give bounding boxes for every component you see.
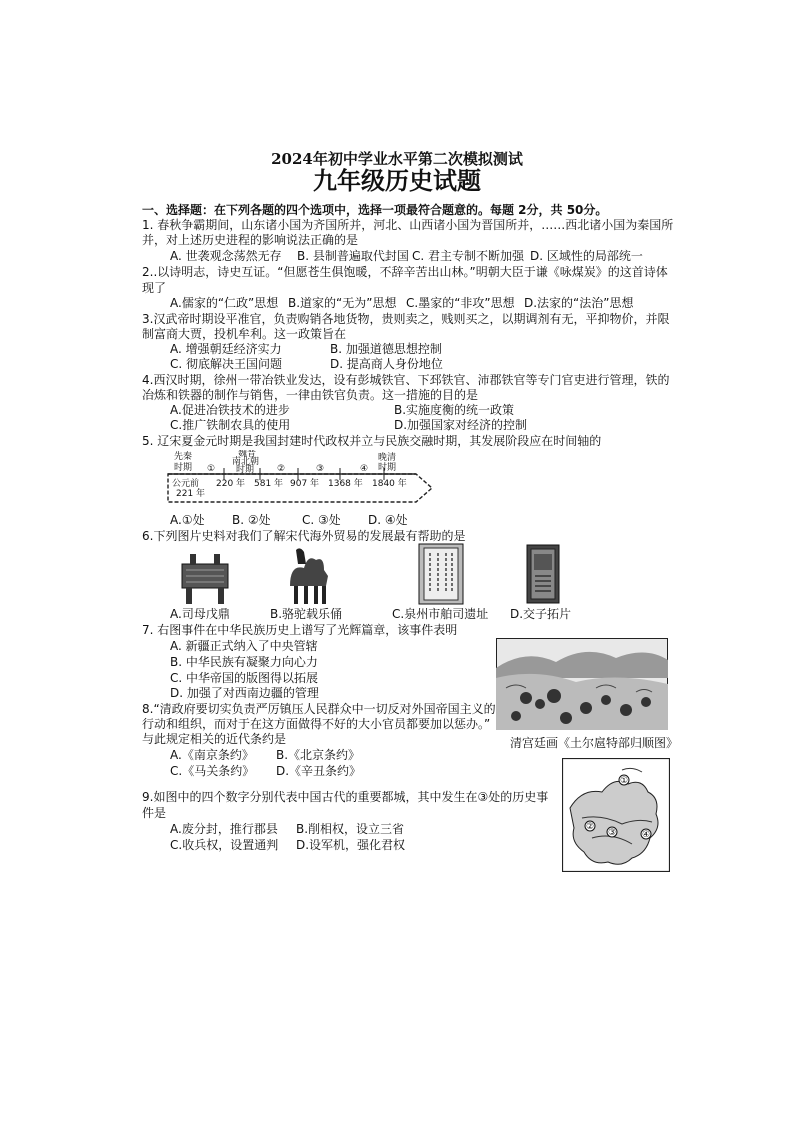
- map-label-3: ③: [608, 828, 617, 838]
- q1-stem-line2: 并，对上述历史进程的影响说法正确的是: [142, 233, 359, 247]
- q5-option-c[interactable]: C. ③处: [302, 513, 341, 527]
- jiaozi-rubbing-image: [526, 544, 560, 604]
- q7-option-a[interactable]: A. 新疆正式纳入了中央管辖: [170, 639, 318, 653]
- q8-stem-line2: 行动和组织，而对于在这方面做得不好的大小官员都要加以惩办。”: [142, 717, 491, 731]
- map-label-4: ④: [642, 830, 651, 840]
- q1-option-d[interactable]: D. 区域性的局部统一: [530, 249, 643, 263]
- timeline-mark-1: ①: [207, 464, 216, 474]
- q2-stem-line2: 现了: [142, 281, 167, 295]
- timeline-bc-label: 公元前: [172, 479, 200, 489]
- q7-option-d[interactable]: D. 加强了对西南边疆的管理: [170, 686, 319, 700]
- q9-stem-line1: 9.如图中的四个数字分别代表中国古代的重要都城，其中发生在③处的历史事: [142, 790, 549, 804]
- timeline-year-1368: 1368 年: [328, 479, 363, 489]
- q3-stem-line1: 3.汉武帝时期设平准官，负责购销各地货物，贵则卖之，贱则买之，以期调剂有无，平抑物价，并限: [142, 312, 670, 326]
- q4-stem-line1: 4.西汉时期，徐州一带冶铁业发达，设有彭城铁官、下邳铁官、沛郡铁官等专门官吏进行管理，铁的: [142, 373, 670, 387]
- q1-stem-line1: 1. 春秋争霸期间，山东诸小国为齐国所并，河北、山西诸小国为晋国所并，……西北诸小国为秦国所: [142, 218, 674, 232]
- q3-option-b[interactable]: B. 加强道德思想控制: [330, 342, 442, 356]
- timeline-label-period: 时期: [236, 465, 255, 475]
- timeline-year-220: 220 年: [216, 479, 246, 489]
- shibosi-site-image: [418, 543, 464, 605]
- timeline-label-pre-qin-2: 时期: [174, 463, 193, 473]
- q7-option-b[interactable]: B. 中华民族有凝聚力向心力: [170, 655, 318, 669]
- timeline-bc-year: 221 年: [176, 489, 206, 499]
- q1-option-a[interactable]: A. 世袭观念荡然无存: [170, 249, 282, 263]
- q9-option-d[interactable]: D.设军机，强化君权: [296, 838, 406, 852]
- q2-option-b[interactable]: B.道家的“无为”思想: [288, 296, 397, 310]
- q9-option-a[interactable]: A.废分封，推行郡县: [170, 822, 278, 836]
- map-label-1: ①: [620, 776, 629, 786]
- q9-option-b[interactable]: B.削相权，设立三省: [296, 822, 405, 836]
- timeline-label-late-qing: 晚清: [378, 453, 397, 463]
- q8-option-c[interactable]: C.《马关条约》: [170, 764, 255, 778]
- ancient-capitals-map: [562, 758, 670, 872]
- timeline-label-pre-qin: 先秦: [174, 452, 193, 462]
- q5-option-b[interactable]: B. ②处: [232, 513, 271, 527]
- q8-stem-line3: 与此规定相关的近代条约是: [142, 732, 287, 746]
- q2-option-a[interactable]: A.儒家的“仁政”思想: [170, 296, 279, 310]
- q6-option-a[interactable]: A.司母戊鼎: [170, 607, 230, 621]
- q2-option-d[interactable]: D.法家的“法治”思想: [524, 296, 634, 310]
- q7-stem: 7. 右图事件在中华民族历史上谱写了光辉篇章，该事件表明: [142, 623, 458, 637]
- q4-option-c[interactable]: C.推广铁制农具的使用: [170, 418, 291, 432]
- q4-option-b[interactable]: B.实施度衡的统一政策: [394, 403, 515, 417]
- q3-option-d[interactable]: D. 提高商人身份地位: [330, 357, 443, 371]
- q7-option-c[interactable]: C. 中华帝国的版图得以拓展: [170, 671, 319, 685]
- q6-stem: 6.下列图片史料对我们了解宋代海外贸易的发展最有帮助的是: [142, 529, 466, 543]
- timeline-label-nanbeichao: 南北朝: [232, 457, 260, 467]
- q4-option-d[interactable]: D.加强国家对经济的控制: [394, 418, 528, 432]
- timeline-mark-2: ②: [277, 464, 286, 474]
- q3-option-a[interactable]: A. 增强朝廷经济实力: [170, 342, 282, 356]
- q3-stem-line2: 制富商大贾，投机牟利。这一政策旨在: [142, 327, 347, 341]
- q9-option-c[interactable]: C.收兵权，设置通判: [170, 838, 279, 852]
- exam-title: 九年级历史试题: [313, 166, 481, 195]
- q5-option-d[interactable]: D. ④处: [368, 513, 408, 527]
- q1-option-c[interactable]: C. 君主专制不断加强: [412, 249, 525, 263]
- timeline-label-late-qing-2: 时期: [378, 463, 397, 473]
- q6-option-b[interactable]: B.骆驼载乐俑: [270, 607, 343, 621]
- q3-option-c[interactable]: C. 彻底解决王国问题: [170, 357, 283, 371]
- torghut-painting-image: [496, 638, 668, 730]
- q6-option-d[interactable]: D.交子拓片: [510, 607, 572, 621]
- q5-option-a[interactable]: A.①处: [170, 513, 205, 527]
- timeline-year-581: 581 年: [254, 479, 284, 489]
- q6-option-c[interactable]: C.泉州市舶司遗址: [392, 607, 489, 621]
- q1-option-b[interactable]: B. 县制普遍取代封国: [297, 249, 409, 263]
- camel-figurine-image: [284, 546, 334, 606]
- timeline-mark-4: ④: [360, 464, 369, 474]
- timeline-year-907: 907 年: [290, 479, 320, 489]
- q8-option-d[interactable]: D.《辛丑条约》: [276, 764, 362, 778]
- q2-option-c[interactable]: C.墨家的“非攻”思想: [406, 296, 515, 310]
- q8-option-b[interactable]: B.《北京条约》: [276, 748, 361, 762]
- q4-stem-line2: 冶炼和铁器的制作与销售，一律由铁官负责。这一措施的目的是: [142, 388, 479, 402]
- q5-stem: 5. 辽宋夏金元时期是我国封建时代政权并立与民族交融时期，其发展阶段应在时间轴的: [142, 434, 602, 448]
- exam-subtitle: 2024年初中学业水平第二次模拟测试: [271, 150, 523, 168]
- timeline-mark-3: ③: [316, 464, 325, 474]
- q7-painting-caption: 清宫廷画《土尔扈特部归顺图》: [510, 736, 679, 750]
- map-label-2: ②: [586, 822, 595, 832]
- q4-option-a[interactable]: A.促进冶铁技术的进步: [170, 403, 290, 417]
- ding-vessel-image: [176, 550, 234, 606]
- timeline-label-weijin: 魏晋: [238, 450, 257, 459]
- q8-stem-line1: 8.“清政府要切实负责严厉镇压人民群众中一切反对外国帝国主义的: [142, 702, 496, 716]
- section-heading: 一、选择题：在下列各题的四个选项中，选择一项最符合题意的。每题 2分，共 50分。: [142, 203, 608, 217]
- q2-stem-line1: 2..以诗明志，诗史互证。“但愿苍生俱饱暖，不辞辛苦出山林。”明朝大臣于谦《咏煤炭》的这首诗体: [142, 265, 668, 279]
- q9-stem-line2: 件是: [142, 806, 167, 820]
- q5-timeline: [164, 450, 436, 510]
- q8-option-a[interactable]: A.《南京条约》: [170, 748, 254, 762]
- timeline-year-1840: 1840 年: [372, 479, 407, 489]
